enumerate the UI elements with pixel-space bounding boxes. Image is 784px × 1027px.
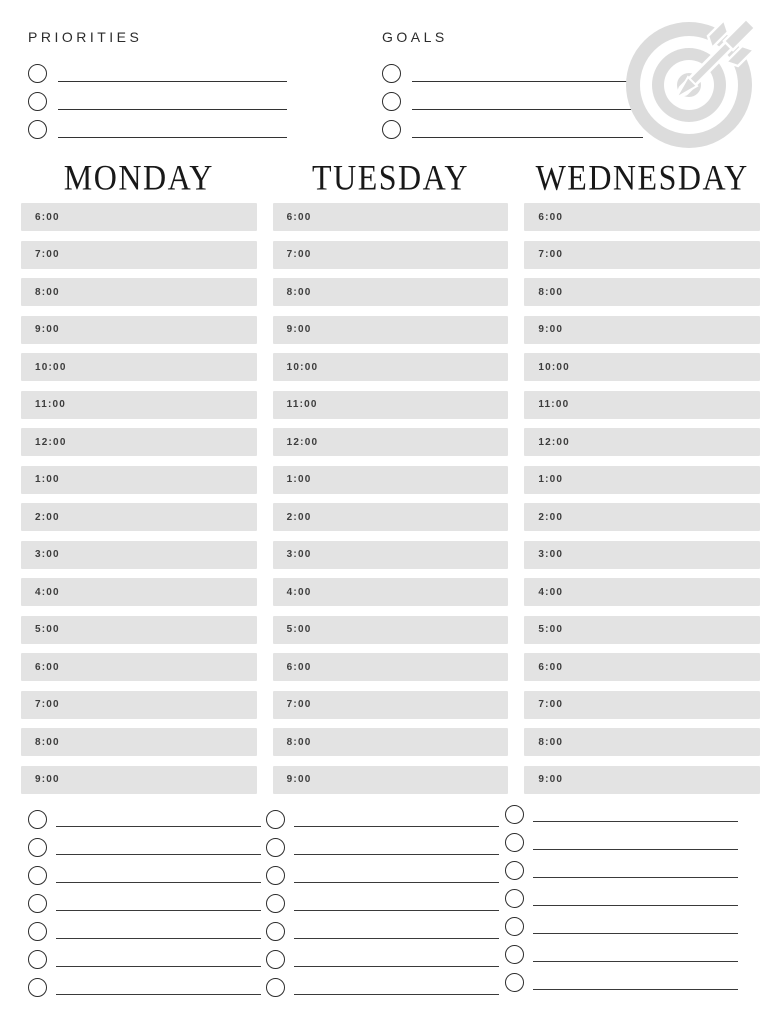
time-slot-label: 8:00 [286,286,312,298]
time-slot-label: 7:00 [538,699,564,710]
time-slot-label: 9:00 [538,774,564,785]
time-slot[interactable] [273,578,509,606]
time-slot[interactable] [524,616,760,644]
task-checkbox[interactable] [266,922,285,941]
time-slot-label: 4:00 [35,586,60,598]
task-write-in-line[interactable] [294,825,499,827]
task-write-in-line[interactable] [294,853,499,855]
time-slot[interactable] [21,766,257,794]
time-slot-label: 9:00 [35,324,60,335]
task-write-in-line[interactable] [56,881,261,883]
priorities-section [28,30,287,139]
time-slot[interactable] [21,241,257,269]
priority-checkbox[interactable] [28,92,47,111]
time-slot-label: 11:00 [35,399,67,410]
time-slot-label: 3:00 [538,549,564,560]
priority-write-in-line[interactable] [58,136,287,138]
time-slot-label: 6:00 [35,661,60,673]
goals-rows [382,55,643,139]
task-row [266,801,500,829]
task-row [266,969,500,997]
time-slot[interactable] [273,278,509,306]
task-checkbox[interactable] [28,894,47,913]
time-slot[interactable] [524,353,760,381]
task-checkbox[interactable] [266,866,285,885]
time-slot[interactable] [273,428,509,456]
goal-row [382,111,643,139]
goal-checkbox[interactable] [382,64,401,83]
time-slot-label: 7:00 [35,699,60,710]
day-header: MONDAY [63,156,214,197]
task-checkbox[interactable] [28,838,47,857]
time-slot-label: 8:00 [286,736,312,748]
time-slot[interactable] [21,653,257,681]
task-row [505,796,739,824]
goals-title: GOALS [382,29,448,45]
time-slot[interactable] [21,428,257,456]
time-slot[interactable] [21,316,257,344]
task-write-in-line[interactable] [56,937,261,939]
time-slot-label: 4:00 [538,586,564,598]
days-grid [21,155,760,803]
time-slot[interactable] [273,653,509,681]
time-slot-label: 9:00 [35,774,60,785]
time-slot[interactable] [524,578,760,606]
task-row [505,936,739,964]
task-write-in-line[interactable] [294,965,499,967]
time-slot[interactable] [273,728,509,756]
day-header: TUESDAY [312,156,469,197]
time-slot-label: 1:00 [286,474,312,485]
task-row [28,941,262,969]
time-slot-label: 6:00 [286,661,312,673]
time-slot-label: 10:00 [538,361,570,373]
time-slot-label: 4:00 [286,586,312,598]
time-slot[interactable] [21,578,257,606]
time-slot-label: 6:00 [538,661,564,673]
task-row [505,824,739,852]
task-row [28,913,262,941]
task-write-in-line[interactable] [294,881,499,883]
time-slot[interactable] [524,691,760,719]
task-row [505,852,739,880]
task-checkbox[interactable] [266,950,285,969]
time-slot-label: 3:00 [35,549,60,560]
priorities-title: PRIORITIES [28,29,143,45]
time-slot-label: 10:00 [286,361,319,373]
time-slot[interactable] [524,541,760,569]
time-slot[interactable] [21,466,257,494]
task-write-in-line[interactable] [533,848,738,850]
time-slot-label: 12:00 [538,436,570,448]
day-column-monday [21,155,257,803]
task-checkbox[interactable] [505,945,524,964]
time-slot[interactable] [273,503,509,531]
task-write-in-line[interactable] [533,988,738,990]
task-row [28,857,262,885]
time-slot[interactable] [524,391,760,419]
time-slot[interactable] [524,203,760,231]
goal-row [382,83,643,111]
task-checkbox[interactable] [266,810,285,829]
time-slot[interactable] [21,691,257,719]
time-slot[interactable] [524,466,760,494]
task-row [28,969,262,997]
checklist-column [505,796,739,992]
task-row [266,941,500,969]
time-slot-label: 2:00 [286,511,312,523]
time-slot[interactable] [273,241,509,269]
task-checkbox[interactable] [28,810,47,829]
task-checkbox[interactable] [28,950,47,969]
task-row [266,885,500,913]
time-slot-label: 3:00 [286,549,312,560]
time-slot-label: 8:00 [538,736,564,748]
time-slot-label: 7:00 [286,249,312,260]
task-checkbox[interactable] [505,973,524,992]
time-slot-label: 12:00 [286,436,319,448]
task-write-in-line[interactable] [533,932,738,934]
priority-row [28,83,287,111]
goal-checkbox[interactable] [382,120,401,139]
task-row [505,908,739,936]
goal-row [382,55,643,83]
time-slot-label: 6:00 [35,211,60,223]
time-slot-label: 6:00 [538,211,564,223]
task-write-in-line[interactable] [56,853,261,855]
time-slot-label: 6:00 [286,211,312,223]
time-slot[interactable] [273,691,509,719]
checklist-column [266,801,500,997]
task-checkbox[interactable] [28,978,47,997]
task-row [28,801,262,829]
task-write-in-line[interactable] [56,965,261,967]
checklist-column [28,801,262,997]
task-write-in-line[interactable] [294,909,499,911]
priority-write-in-line[interactable] [58,108,287,110]
time-slot[interactable] [524,503,760,531]
goals-section [382,30,643,139]
time-slot-label: 11:00 [286,399,318,410]
time-slot[interactable] [524,653,760,681]
time-slot[interactable] [21,728,257,756]
task-write-in-line[interactable] [294,937,499,939]
task-write-in-line[interactable] [533,904,738,906]
task-checkbox[interactable] [505,917,524,936]
time-slot[interactable] [273,203,509,231]
task-checkbox[interactable] [505,805,524,824]
task-write-in-line[interactable] [533,876,738,878]
time-slot-label: 9:00 [286,324,312,335]
task-checkbox[interactable] [266,894,285,913]
time-slot[interactable] [21,353,257,381]
task-write-in-line[interactable] [56,825,261,827]
time-slot[interactable] [524,428,760,456]
day-header: WEDNESDAY [535,156,749,197]
target-icon [624,19,756,151]
time-slot[interactable] [273,466,509,494]
task-checkbox[interactable] [505,889,524,908]
time-slot[interactable] [21,391,257,419]
task-write-in-line[interactable] [56,993,261,995]
time-slot-label: 5:00 [538,624,564,635]
time-slot-label: 9:00 [538,324,564,335]
time-slot-label: 5:00 [286,624,312,635]
time-slot[interactable] [273,616,509,644]
task-checkbox[interactable] [505,861,524,880]
task-write-in-line[interactable] [533,960,738,962]
priority-row [28,55,287,83]
day-column-wednesday [524,155,760,803]
time-slot[interactable] [273,353,509,381]
time-slot[interactable] [273,391,509,419]
task-write-in-line[interactable] [533,820,738,822]
task-write-in-line[interactable] [294,993,499,995]
priority-write-in-line[interactable] [58,80,287,82]
time-slot-label: 8:00 [35,736,60,748]
time-slot-label: 8:00 [538,286,564,298]
time-slot-label: 7:00 [286,699,312,710]
task-checkbox[interactable] [266,978,285,997]
time-slot[interactable] [273,316,509,344]
task-row [266,913,500,941]
task-row [266,857,500,885]
time-slot[interactable] [273,766,509,794]
task-row [266,829,500,857]
time-slot[interactable] [21,503,257,531]
task-write-in-line[interactable] [56,909,261,911]
goal-write-in-line[interactable] [412,136,643,138]
time-slot-label: 12:00 [35,436,67,448]
priorities-rows [28,55,287,139]
priority-checkbox[interactable] [28,64,47,83]
priority-checkbox[interactable] [28,120,47,139]
time-slot[interactable] [21,541,257,569]
task-checkbox[interactable] [266,838,285,857]
goal-write-in-line[interactable] [412,80,643,82]
task-row [505,964,739,992]
task-row [28,885,262,913]
time-slot-label: 7:00 [35,249,60,260]
priority-row [28,111,287,139]
time-slot-label: 9:00 [286,774,312,785]
time-slot[interactable] [21,616,257,644]
time-slot-label: 10:00 [35,361,67,373]
goal-checkbox[interactable] [382,92,401,111]
time-slot-label: 5:00 [35,624,60,635]
task-checkbox[interactable] [28,866,47,885]
time-slot[interactable] [524,728,760,756]
time-slot-label: 2:00 [35,511,60,523]
time-slot[interactable] [524,241,760,269]
time-slot[interactable] [21,203,257,231]
time-slot-label: 7:00 [538,249,564,260]
day-column-tuesday [273,155,509,803]
task-checkbox[interactable] [28,922,47,941]
time-slot[interactable] [524,278,760,306]
goal-write-in-line[interactable] [412,108,643,110]
time-slot-label: 1:00 [35,474,60,485]
time-slot-label: 8:00 [35,286,60,298]
time-slot[interactable] [524,766,760,794]
task-checkbox[interactable] [505,833,524,852]
task-row [505,880,739,908]
time-slot-label: 1:00 [538,474,564,485]
time-slot[interactable] [273,541,509,569]
time-slot-label: 11:00 [538,399,570,410]
time-slot[interactable] [524,316,760,344]
task-row [28,829,262,857]
time-slot[interactable] [21,278,257,306]
time-slot-label: 2:00 [538,511,564,523]
